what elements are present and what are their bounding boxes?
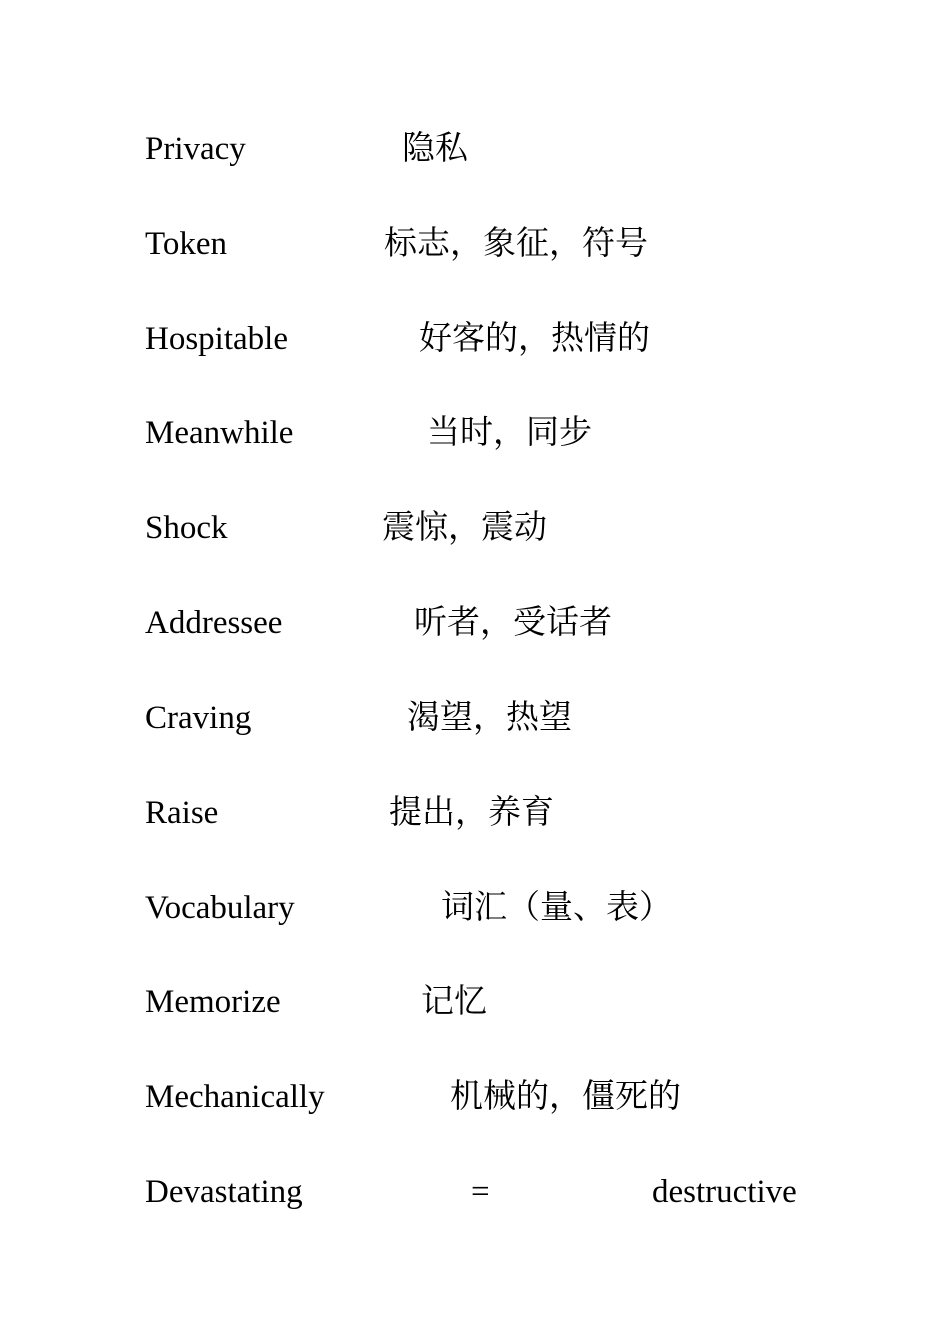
vocab-meaning: 词汇（量、表） <box>441 890 672 926</box>
vocab-entry <box>0 1072 950 1122</box>
vocab-entry <box>0 1167 950 1217</box>
vocab-word: Privacy <box>145 131 246 167</box>
vocab-word: Vocabulary <box>145 890 295 926</box>
vocab-equals-sign: = <box>471 1174 490 1210</box>
vocab-meaning: 听者，受话者 <box>414 605 612 641</box>
vocab-word: Craving <box>145 700 252 736</box>
vocab-meaning: 记忆 <box>421 984 487 1020</box>
vocab-entry <box>0 693 950 743</box>
vocab-entry <box>0 314 950 364</box>
vocab-meaning: 机械的，僵死的 <box>450 1079 681 1115</box>
vocab-entry <box>0 503 950 553</box>
vocab-meaning: 隐私 <box>402 131 468 167</box>
vocab-entry <box>0 977 950 1027</box>
vocab-word: Raise <box>145 795 219 831</box>
vocab-meaning: 当时，同步 <box>427 415 592 451</box>
vocab-entry <box>0 598 950 648</box>
vocab-entry <box>0 788 950 838</box>
vocab-word: Addressee <box>145 605 283 641</box>
vocab-word: Devastating <box>145 1174 303 1210</box>
vocab-word: Mechanically <box>145 1079 325 1115</box>
vocab-word: Memorize <box>145 984 281 1020</box>
vocab-entry <box>0 219 950 269</box>
vocab-meaning: 好客的，热情的 <box>419 321 650 357</box>
vocab-word: Token <box>145 226 228 262</box>
vocab-word: Meanwhile <box>145 415 294 451</box>
vocab-synonym: destructive <box>652 1174 797 1210</box>
vocab-word: Shock <box>145 510 228 546</box>
vocab-meaning: 提出，养育 <box>389 795 554 831</box>
vocab-meaning: 渴望，热望 <box>407 700 572 736</box>
vocab-meaning: 标志，象征，符号 <box>384 226 648 262</box>
vocab-entry <box>0 124 950 174</box>
vocab-entry <box>0 408 950 458</box>
vocab-entry <box>0 883 950 933</box>
vocab-meaning: 震惊，震动 <box>382 510 547 546</box>
vocab-word: Hospitable <box>145 321 288 357</box>
